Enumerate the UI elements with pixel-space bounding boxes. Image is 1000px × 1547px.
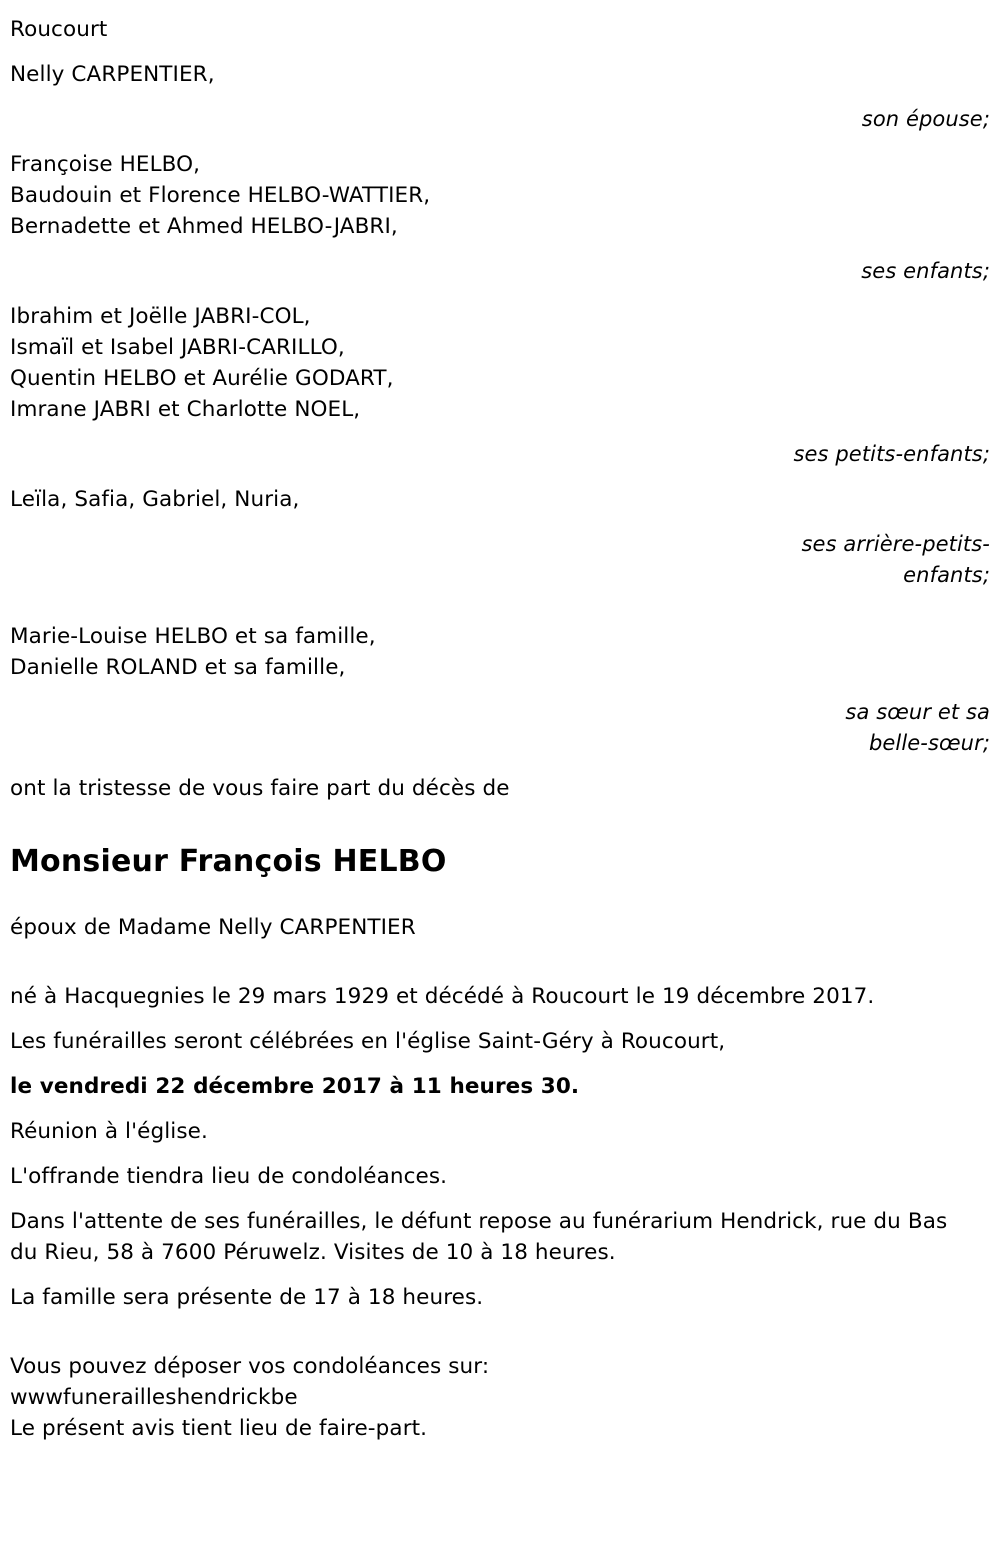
spacer (0, 591, 1000, 621)
offering-text: L'offrande tiendra lieu de condoléances. (10, 1164, 448, 1189)
spouse-of-text: époux de Madame Nelly CARPENTIER (10, 915, 416, 940)
child-name: Bernadette et Ahmed HELBO-JABRI, (10, 214, 398, 239)
spacer (0, 759, 1000, 773)
condolences-url[interactable]: wwwfunerailleshendrickbe (10, 1385, 298, 1410)
spacer (0, 943, 1000, 981)
family-presence-text: La famille sera présente de 17 à 18 heures. (10, 1285, 484, 1310)
funeral-datetime-text: le vendredi 22 décembre 2017 à 11 heures 30. (10, 1074, 580, 1099)
condolences-intro-text: Vous pouvez déposer vos condoléances sur: (10, 1354, 490, 1379)
grandchild-name: Ismaïl et Isabel JABRI-CARILLO, (10, 335, 345, 360)
spacer (0, 1147, 1000, 1161)
sibling-name: Marie-Louise HELBO et sa famille, (10, 624, 376, 649)
relation-great-grandchildren-line1: ses arrière-petits- (801, 532, 990, 556)
funeral-location-text: Les funérailles seront célébrées en l'église Saint-Géry à Roucourt, (10, 1029, 726, 1054)
spacer (0, 515, 1000, 529)
deceased-name: Monsieur François HELBO (10, 844, 447, 879)
relation-siblings-line2: belle-sœur; (868, 731, 990, 755)
spacer (0, 470, 1000, 484)
relation-siblings-line1: sa sœur et sa (845, 700, 990, 724)
spacer (0, 1057, 1000, 1071)
relation-great-grandchildren-line2: enfants; (903, 563, 990, 587)
spacer (0, 1268, 1000, 1282)
spacer (0, 90, 1000, 104)
locality-row (0, 0, 1000, 45)
spacer (0, 804, 1000, 842)
repose-text: Dans l'attente de ses funérailles, le défunt repose au funérarium Hendrick, rue du Bas du Rieu, 58 à 7600 Péruwelz. Visites de 10 à 18 heures. (10, 1209, 948, 1265)
spacer (0, 1012, 1000, 1026)
spacer (0, 1192, 1000, 1206)
spacer (0, 242, 1000, 256)
spacer (0, 287, 1000, 301)
grandchildren-names (0, 301, 1000, 425)
locality-text: Roucourt (10, 17, 108, 42)
relation-siblings (0, 697, 1000, 759)
relation-children: ses enfants; (861, 259, 990, 283)
grandchild-name: Quentin HELBO et Aurélie GODART, (10, 366, 394, 391)
spacer (0, 425, 1000, 439)
spouse-names (0, 59, 1000, 90)
grandchild-name: Imrane JABRI et Charlotte NOEL, (10, 397, 361, 422)
announcement-intro: ont la tristesse de vous faire part du décès de (10, 776, 510, 801)
great-grandchildren-names (0, 484, 1000, 515)
child-name: Françoise HELBO, (10, 152, 201, 177)
relation-grandchildren: ses petits-enfants; (793, 442, 990, 466)
siblings-names (0, 621, 1000, 683)
birth-death-text: né à Hacquegnies le 29 mars 1929 et décédé à Roucourt le 19 décembre 2017. (10, 984, 875, 1009)
gathering-text: Réunion à l'église. (10, 1119, 208, 1144)
great-grandchild-names: Leïla, Safia, Gabriel, Nuria, (10, 487, 300, 512)
spacer (0, 1313, 1000, 1351)
spacer (0, 683, 1000, 697)
spacer (0, 45, 1000, 59)
grandchild-name: Ibrahim et Joëlle JABRI-COL, (10, 304, 311, 329)
child-name: Baudouin et Florence HELBO-WATTIER, (10, 183, 431, 208)
relation-spouse: son épouse; (861, 107, 990, 131)
children-names (0, 149, 1000, 242)
relation-great-grandchildren (0, 529, 1000, 591)
spacer (0, 882, 1000, 912)
spacer (0, 1102, 1000, 1116)
notice-footer-text: Le présent avis tient lieu de faire-part. (10, 1416, 428, 1441)
spouse-name: Nelly CARPENTIER, (10, 62, 215, 87)
sibling-name: Danielle ROLAND et sa famille, (10, 655, 346, 680)
announcement-intro-row (0, 773, 1000, 804)
spacer (0, 135, 1000, 149)
